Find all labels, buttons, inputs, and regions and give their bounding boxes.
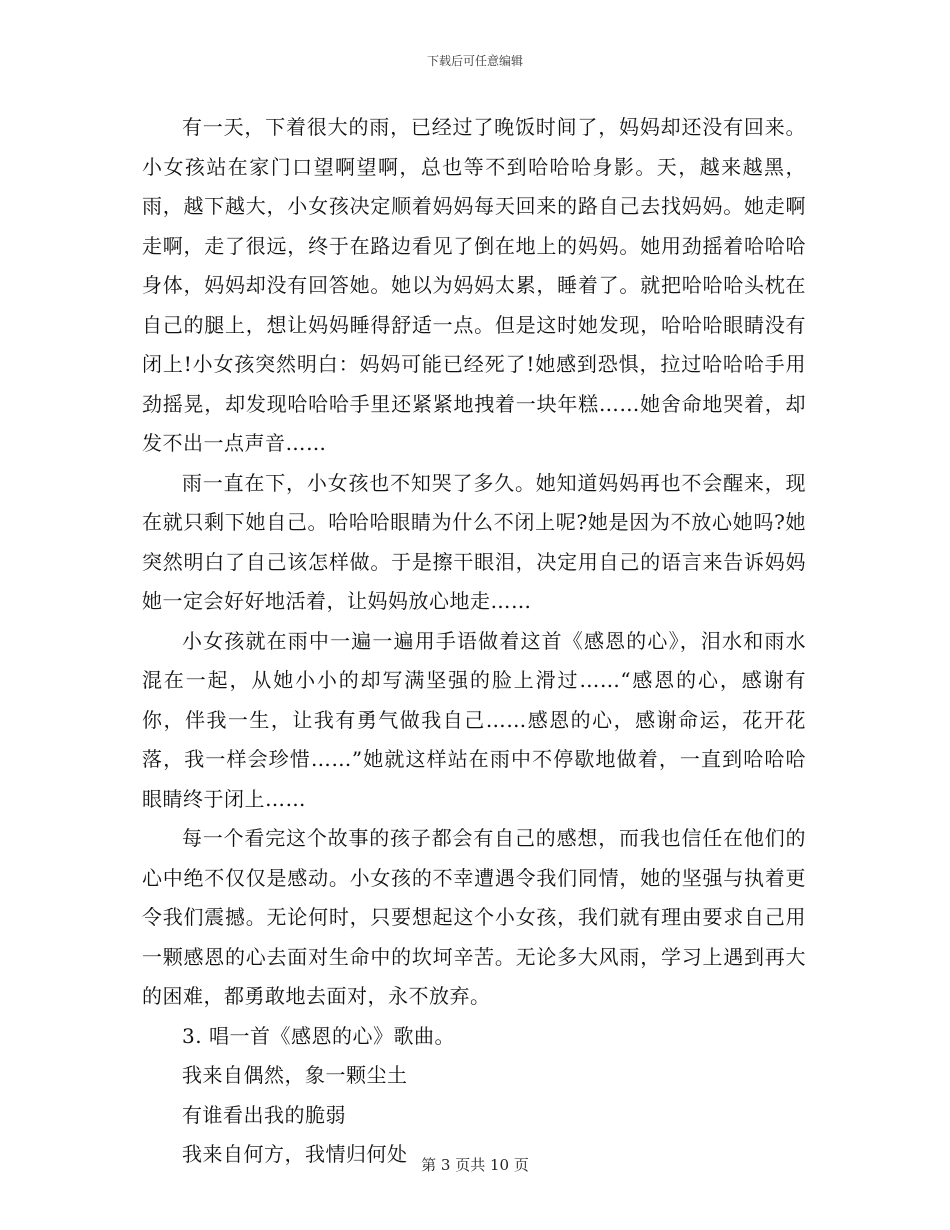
lyric-line-2: 有谁看出我的脆弱	[182, 1102, 346, 1127]
page-footer: 第 3 页共 10 页	[421, 1156, 529, 1174]
document-body	[142, 108, 806, 1175]
paragraph-4: 每一个看完这个故事的孩子都会有自己的感想，而我也信任在他们的心中绝不仅仅是感动。小女孩的不幸遭遇令我们同情，她的坚强与执着更令我们震撼。无论何时，只要想起这个小女孩，我们就有理由要求自己用一颗感恩的心去面对生命中的坎坷辛苦。无论多大风雨，学习上遇到再大的困难，都勇敢地去面对，永不放弃。	[142, 826, 806, 1008]
section-heading: 3. 唱一首《感恩的心》歌曲。	[182, 1023, 455, 1048]
page-header: 下载后可任意编辑	[426, 54, 523, 68]
lyric-line-1: 我来自偶然，象一颗尘土	[182, 1063, 408, 1087]
paragraph-1: 有一天，下着很大的雨，已经过了晚饭时间了，妈妈却还没有回来。小女孩站在家门口望啊望啊，总也等不到哈哈哈身影。天，越来越黑，雨，越下越大，小女孩决定顺着妈妈每天回来的路自己去找妈妈。她走啊走啊，走了很远，终于在路边看见了倒在地上的妈妈。她用劲摇着哈哈哈身体，妈妈却没有回答她。她以为妈妈太累，睡着了。就把哈哈哈头枕在自己的腿上，想让妈妈睡得舒适一点。但是这时她发现，哈哈哈眼睛没有闭上!小女孩突然明白：妈妈可能已经死了!她感到恐惧，拉过哈哈哈手用劲摇晃，却发现哈哈哈手里还紧紧地拽着一块年糕……她舍命地哭着，却发不出一点声音……	[142, 115, 806, 455]
paragraph-3: 小女孩就在雨中一遍一遍用手语做着这首《感恩的心》，泪水和雨水混在一起，从她小小的却写满坚强的脸上滑过……“感恩的心，感谢有你，伴我一生，让我有勇气做我自己……感恩的心，感谢命运，花开花落，我一样会珍惜……”她就这样站在雨中不停歇地做着，一直到哈哈哈眼睛终于闭上……	[142, 628, 806, 811]
paragraph-2: 雨一直在下，小女孩也不知哭了多久。她知道妈妈再也不会醒来，现在就只剩下她自己。哈哈哈眼睛为什么不闭上呢?她是因为不放心她吗?她突然明白了自己该怎样做。于是擦干眼泪，决定用自己的语言来告诉妈妈她一定会好好地活着，让妈妈放心地走……	[142, 470, 806, 613]
lyric-line-3: 我来自何方，我情归何处	[182, 1142, 408, 1166]
